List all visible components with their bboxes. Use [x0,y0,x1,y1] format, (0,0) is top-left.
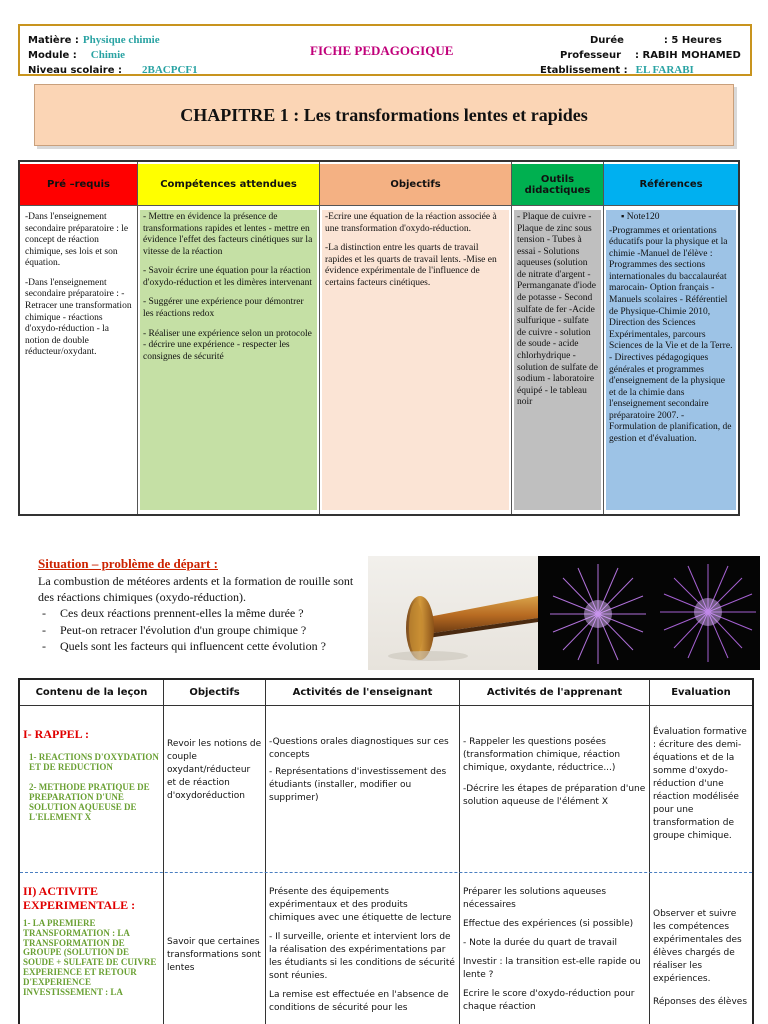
col-outils [512,162,604,514]
situation-text [38,573,368,654]
etab-value: EL FARABI [635,64,694,76]
objectives-table [18,160,740,516]
competence-2: - Savoir écrire une équation pour la réaction d'oxydo-réduction et les dimères intervenant [143,266,312,288]
col-contenu [20,680,164,1024]
col-prerequis-body [22,210,135,510]
enseignant-activity: - Il surveille, oriente et intervient lors de la réalisation des expérimentations par les étudiants si les conditions de sécurité sont réunies. [269,932,455,982]
module-label: Module : [28,50,77,61]
center-title: FICHE PEDAGOGIQUE [310,43,454,58]
enseignant-activity: - Représentations d'investissement des étudiants (installer, modifier ou supprimer) [269,767,447,804]
col-apprenant [460,680,650,1024]
col-references-header: Références [604,164,738,206]
row1-enseignant [269,736,456,809]
col-competences-body [140,210,317,510]
prerequis-text-2: -Dans l'enseignement secondaire préparatoire : -Retracer une transformation chimique - réactions d'oxydo-réduction - la notion de double réducteur/oxydant. [25,277,132,358]
rappel-item: 1- REACTIONS D'OXYDATION ET DE REDUCTION [29,752,159,773]
row2-evaluation [653,908,749,1013]
enseignant-activity: Présente des équipements expérimentaux et des produits chimiques avec une étiquette de lecture [269,887,452,924]
matiere-value: Physique chimie [82,34,160,46]
duree-value: : 5 Heures [663,35,722,46]
col-objectifs-body [322,210,509,510]
evaluation-text: Réponses des élèves [653,997,748,1008]
row2-contenu [23,884,160,998]
prof-label: Professeur [560,50,622,61]
row2-objectifs: Savoir que certaines transformations sont lentes [167,937,261,974]
col-objectifs-lecon-header: Objectifs [164,680,265,706]
col-objectifs [320,162,512,514]
apprenant-activity: Effectue des expériences (si possible) [463,919,634,930]
apprenant-activity: Préparer les solutions aqueuses nécessaires [463,887,607,911]
etab-line [540,60,694,78]
row1-evaluation: Évaluation formative : écriture des demi-équations et de la somme d'oxydo-réduction d'une réaction modélisée pour une transformation de groupe chimique. [653,727,747,842]
apprenant-activity: - Note la durée du quart de travail [463,938,618,949]
row1-apprenant [463,736,646,813]
activite-title: II) ACTIVITE EXPERIMENTALE : [23,884,136,913]
etab-label: Etablissement : [540,65,628,76]
row-separator [20,872,752,873]
niveau-value: 2BACPCF1 [142,64,198,76]
situation-question: - Quels sont les facteurs qui influencent cette évolution ? [38,638,368,654]
rusty-nail-image [368,556,538,670]
col-contenu-header: Contenu de la leçon [20,680,163,706]
competence-3: - Suggérer une expérience pour démontrer les réactions redox [143,297,304,320]
prerequis-text-1: -Dans l'enseignement secondaire préparatoire : le concept de réaction chimique, ses lois et son équation. [25,212,129,269]
row2-enseignant [269,886,456,1019]
row1-objectifs: Revoir les notions de couple oxydant/réducteur et de réaction d'oxydoréduction [167,739,262,802]
apprenant-activity: - Rappeler les questions posées (transformation chimique, réaction chimique, oxydante, réductrice...) [463,737,621,774]
fireworks-image [538,556,760,670]
col-objectifs-header: Objectifs [320,164,511,206]
lesson-table [18,678,754,1024]
situation-intro: La combustion de météores ardents et la formation de rouille sont des réactions chimiques (oxydo-réduction). [38,574,354,605]
header-box [18,24,752,76]
apprenant-activity: Investir : la transition est-elle rapide ou lente ? [463,957,641,981]
reference-note: ▪ Note120 [621,212,660,222]
col-enseignant [266,680,460,1024]
apprenant-activity: -Décrire les étapes de préparation d'une solution aqueuse de l'élément X [463,784,646,808]
col-outils-header: Outils didactiques [512,164,603,206]
outils-text: - Plaque de cuivre - Plaque de zinc sous tension - Tubes à essai - Solutions aqueuses (solution de nitrate d'argent - Permanganate d'iode de potasse - Second sulfate de fer -Acide sulfurique - sulfate de cuivre - solution de soude - acide chlorhydrique - solution de sulfate de sodium - laboratoire équipé - le tableau noir [517,212,598,408]
rappel-item: 2- METHODE PRATIQUE DE PREPARATION D'UNE SOLUTION AQUEUSE DE L'ELEMENT X [29,782,150,822]
matiere-label: Matière : [28,35,79,46]
chapter-title-box [34,84,734,146]
apprenant-activity: Ecrire le score d'oxydo-réduction pour chaque réaction [463,989,635,1013]
niveau-label: Niveau scolaire : [28,65,122,76]
col-evaluation-header: Evaluation [650,680,752,706]
row2-apprenant [463,886,646,1018]
duree-label: Durée [590,35,624,46]
niveau-line [28,60,198,78]
col-competences-header: Compétences attendues [138,164,319,206]
situation-question: - Peut-on retracer l'évolution d'un groupe chimique ? [38,622,368,638]
col-prerequis [20,162,138,514]
col-evaluation [650,680,752,1024]
evaluation-text: Observer et suivre les compétences expérimentales des élèves chargés de réaliser les expériences. [653,909,742,985]
competence-1: - Mettre en évidence la présence de transformations rapides et lentes - mettre en évidence l'effet des facteurs cinétiques sur la vitesse de la réaction [143,212,313,257]
col-outils-body [514,210,601,510]
situation-questions [38,605,368,654]
chapter-title: CHAPITRE 1 : Les transformations lentes et rapides [180,104,588,125]
col-apprenant-header: Activités de l'apprenant [460,680,649,706]
row1-contenu [23,726,160,823]
module-value: Chimie [90,49,126,61]
competence-4: - Réaliser une expérience selon un protocole - décrire une expérience - respecter les consignes de sécurité [143,328,312,362]
col-competences [138,162,320,514]
objectif-2: -La distinction entre les quarts de travail rapides et les quarts de travail lents. -Mise en évidence expérimentale de l'influence de certains facteurs cinétiques. [325,243,497,288]
activite-item: 1- LA PREMIERE TRANSFORMATION : LA TRANSFORMATION DE GROUPE (SOLUTION DE SOUDE + SULFATE DE CUIVRE EXPERIENCE ET RETOUR D'EXPERIENCE INVESTISSEMENT : LA [23,917,157,998]
references-text: -Programmes et orientations éducatifs pour la physique et la chimie -Manuel de l'élève : Programmes des sections internationales du baccalauréat marocain- Option français -Manuels scolaires - Référentiel de Physique-Chimie 2010, Direction des Sciences Expérimentales, parcours Sciences de la Vie et de la Terre. - Directives pédagogiques générales et programmes d'enseignement de la physique et de la chimie dans l'enseignement secondaire préparatoire 2007. - Formulation de planification, de gestion et d'évaluation. [609,225,733,444]
situation-question: - Ces deux réactions prennent-elles la même durée ? [38,605,368,621]
col-enseignant-header: Activités de l'enseignant [266,680,459,706]
col-references-body [606,210,736,510]
col-objectifs-lecon [164,680,266,1024]
col-references [604,162,738,514]
enseignant-activity: -Questions orales diagnostiques sur ces concepts [269,737,449,761]
rappel-title: I- RAPPEL : [23,727,89,741]
enseignant-activity: La remise est effectuée en l'absence de conditions de sécurité pour les [269,990,449,1014]
objectif-1: -Ecrire une équation de la réaction associée à une transformation d'oxydo-réduction. [325,212,497,234]
prof-value: : RABIH MOHAMED [635,50,741,61]
situation-title: Situation – problème de départ : [38,556,218,571]
col-prerequis-header: Pré –requis [20,164,137,206]
